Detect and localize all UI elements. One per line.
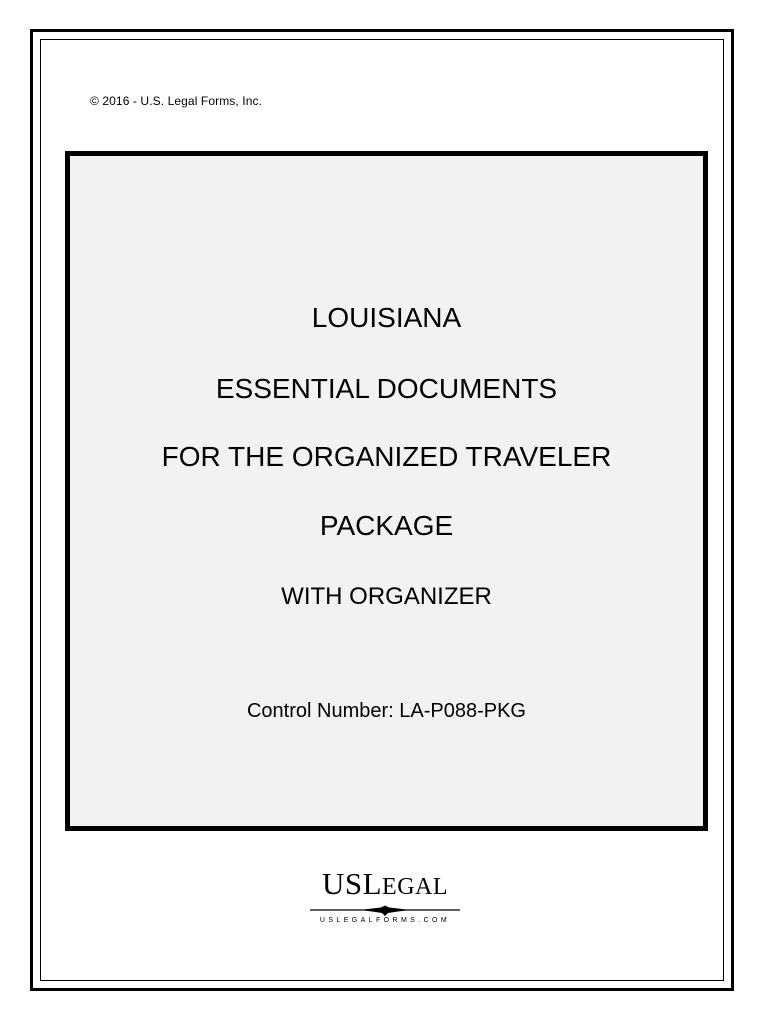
logo-egal: EGAL <box>382 874 449 900</box>
package-title-line-2: FOR THE ORGANIZED TRAVELER <box>161 441 612 472</box>
logo-l: L <box>362 866 383 901</box>
control-number: Control Number: LA-P088-PKG <box>246 700 526 722</box>
copyright-notice: © 2016 - U.S. Legal Forms, Inc. <box>90 94 263 108</box>
logo-website: USLEGALFORMS.COM <box>319 917 451 924</box>
cover-title-box <box>65 151 708 831</box>
state-title: LOUISIANA <box>311 302 462 333</box>
package-title-line-3: PACKAGE <box>319 510 454 541</box>
package-title-line-1: ESSENTIAL DOCUMENTS <box>215 373 558 404</box>
uslegal-logo <box>0 866 770 924</box>
logo-us: US <box>321 866 363 901</box>
logo-wordmark <box>0 866 770 905</box>
eagle-wings-icon <box>310 905 460 917</box>
package-subtitle: WITH ORGANIZER <box>281 583 492 610</box>
